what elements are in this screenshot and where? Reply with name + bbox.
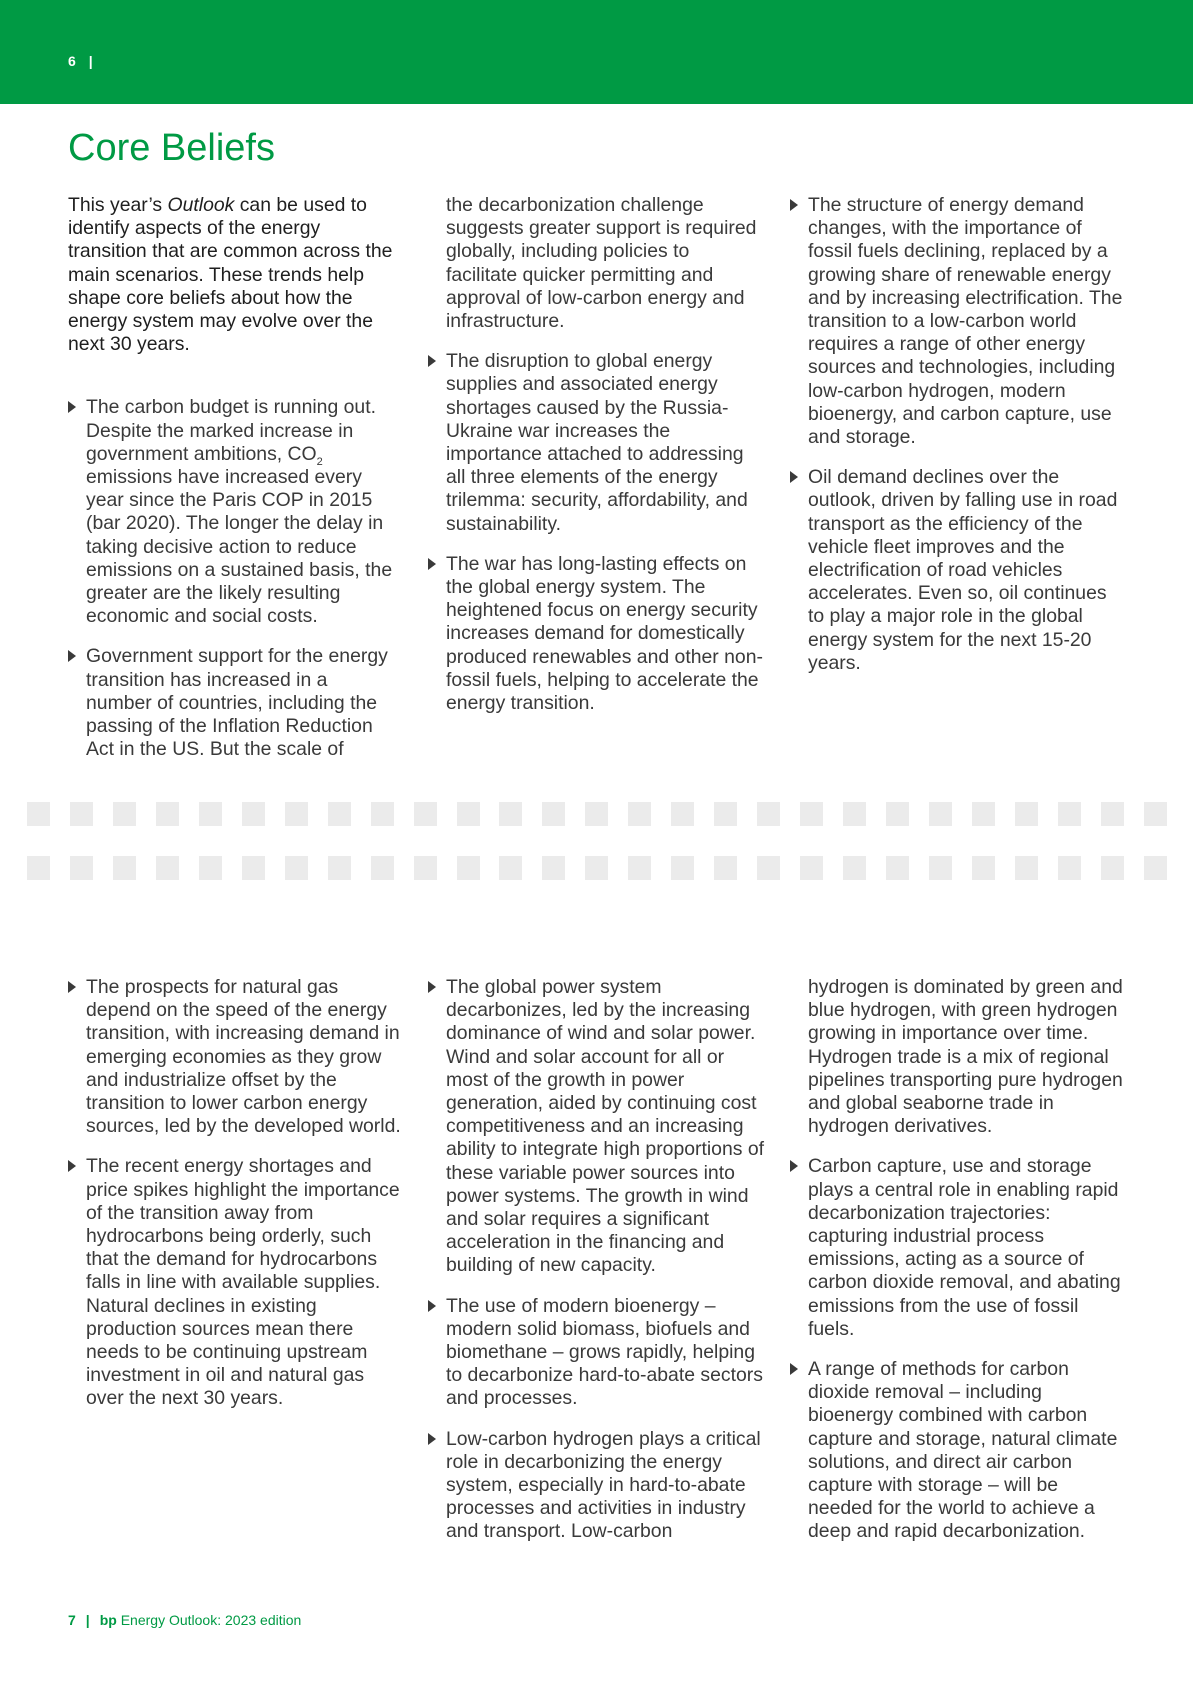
- bullet-arrow-icon: [790, 1160, 798, 1172]
- divider-square: [886, 856, 909, 880]
- divider-square: [371, 856, 394, 880]
- bullet-arrow-icon: [428, 558, 436, 570]
- upper-column-1: [68, 194, 398, 778]
- divider-square: [585, 802, 608, 826]
- bullet-arrow-icon: [68, 650, 76, 662]
- bullet-text: The war has long-lasting effects on the global energy system. The heightened focus on energy security increases demand for domestically produced renewables and other non-fossil fuels, helping to accelerate the energy transition.: [446, 552, 763, 715]
- divider-square: [1015, 802, 1038, 826]
- continued-text: the decarbonization challenge suggests greater support is required globally, including policies to facilitate quicker permitting and approval of low-carbon energy and infrastructure.: [446, 194, 757, 333]
- divider-square: [242, 802, 265, 826]
- bullet-government-support: [68, 645, 398, 761]
- bullet-arrow-icon: [790, 1363, 798, 1375]
- bullet-text: The prospects for natural gas depend on the speed of the energy transition, with increasing demand in emerging economies as they grow and industrialize offset by the transition to lower carbon energy sources, led by the developed world.: [86, 976, 401, 1138]
- divider-square: [113, 802, 136, 826]
- divider-square: [457, 856, 480, 880]
- bullet-arrow-icon: [428, 1300, 436, 1312]
- divider-square: [156, 856, 179, 880]
- divider-row-top: [27, 802, 1167, 826]
- bullet-arrow-icon: [428, 1433, 436, 1445]
- divider-square: [113, 856, 136, 880]
- divider-square: [628, 856, 651, 880]
- bullet-natural-gas: [68, 976, 404, 1138]
- page-separator: |: [88, 53, 94, 69]
- divider-square: [671, 856, 694, 880]
- bullet-text: Oil demand declines over the outlook, driven by falling use in road transport as the efficiency of the vehicle fleet improves and the electrification of road vehicles accelerates. Even so, oil continues to play a major role in the global energy system for the next 15-20 years.: [808, 466, 1118, 674]
- divider-row-bottom: [27, 856, 1167, 880]
- header-page-number: [68, 53, 94, 69]
- divider-square: [972, 856, 995, 880]
- divider-square: [27, 856, 50, 880]
- bullet-energy-demand: [790, 194, 1128, 449]
- bullet-text: Carbon capture, use and storage plays a central role in enabling rapid decarbonization trajectories: capturing industrial process emissions, acting as a source of carbon dioxide removal, and abating emissions from the use of fossil fuels.: [808, 1155, 1121, 1340]
- bullet-power-system: [428, 976, 768, 1278]
- footer-page-number: 7: [68, 1612, 76, 1628]
- continued-text: hydrogen is dominated by green and blue hydrogen, with green hydrogen growing in importance over time. Hydrogen trade is a mix of regional pipelines transporting pure hydrogen and global seaborne trade in hydrogen derivatives.: [808, 976, 1123, 1138]
- divider-square: [929, 856, 952, 880]
- divider-square: [1101, 802, 1124, 826]
- intro-paragraph: [68, 194, 398, 356]
- divider-square: [1015, 856, 1038, 880]
- footer-brand: bp: [99, 1612, 117, 1628]
- bullet-energy-shortages: [68, 1155, 404, 1410]
- divider-square: [800, 802, 823, 826]
- divider-square: [628, 802, 651, 826]
- bullet-arrow-icon: [68, 981, 76, 993]
- bullet-hydrogen: [428, 1428, 768, 1544]
- divider-square: [1144, 802, 1167, 826]
- lower-column-2: [428, 976, 768, 1561]
- divider-square: [972, 802, 995, 826]
- divider-square: [199, 856, 222, 880]
- divider-square: [1101, 856, 1124, 880]
- divider-square: [843, 856, 866, 880]
- bullet-energy-disruption: [428, 350, 764, 536]
- divider-square: [671, 802, 694, 826]
- bullet-war-effects: [428, 553, 764, 715]
- divider-square: [414, 802, 437, 826]
- footer-publication: Energy Outlook: 2023 edition: [120, 1612, 302, 1628]
- divider-square: [70, 856, 93, 880]
- divider-square: [1144, 856, 1167, 880]
- divider-square: [457, 802, 480, 826]
- divider-square: [27, 802, 50, 826]
- bullet-arrow-icon: [68, 401, 76, 413]
- divider-square: [285, 802, 308, 826]
- divider-square: [714, 802, 737, 826]
- bullet-carbon-removal: [790, 1358, 1128, 1544]
- bullet-arrow-icon: [68, 1160, 76, 1172]
- bullet-text: The disruption to global energy supplies and associated energy shortages caused by the Russia-Ukraine war increases the importance attached to addressing all three elements of the energy trilemma: security, affordability, and sustainability.: [446, 350, 748, 535]
- divider-square: [542, 802, 565, 826]
- divider-square: [843, 802, 866, 826]
- divider-square: [70, 802, 93, 826]
- bullet-text: Low-carbon hydrogen plays a critical role in decarbonizing the energy system, especially in hard-to-abate processes and activities in industry and transport. Low-carbon: [446, 1427, 761, 1543]
- divider-square: [414, 856, 437, 880]
- page-title: Core Beliefs: [68, 127, 275, 169]
- bullet-arrow-icon: [790, 471, 798, 483]
- bullet-text: The carbon budget is running out. Despite the marked increase in government ambitions, CO: [86, 396, 376, 465]
- divider-square: [542, 856, 565, 880]
- bullet-bioenergy: [428, 1295, 768, 1411]
- divider-square: [499, 802, 522, 826]
- bullet-text: The structure of energy demand changes, with the importance of fossil fuels declining, replaced by a growing share of renewable energy and by increasing electrification. The transition to a low-carbon world requires a range of other energy sources and technologies, including low-carbon hydrogen, modern bioenergy, and carbon capture, use and storage.: [808, 194, 1123, 449]
- bullet-text: The global power system decarbonizes, led by the increasing dominance of wind and solar power. Wind and solar account for all or most of the growth in power generation, aided by continuing cost competitiveness and an increasing ability to integrate high proportions of these variable power sources into power systems. The growth in wind and solar requires a significant acceleration in the financing and building of new capacity.: [446, 976, 764, 1277]
- bullet-text: Government support for the energy transition has increased in a number of countries, including the passing of the Inflation Reduction Act in the US. But the scale of: [86, 645, 388, 761]
- divider-square: [1058, 856, 1081, 880]
- divider-square: [242, 856, 265, 880]
- intro-text-start: This year’s: [68, 194, 168, 216]
- subscript: 2: [316, 455, 323, 468]
- intro-text-end: can be used to identify aspects of the energy transition that are common across the main scenarios. These trends help shape core beliefs about how the energy system may evolve over the next 30 years.: [68, 194, 393, 356]
- bullet-text: A range of methods for carbon dioxide removal – including bioenergy combined with carbon capture and storage, natural climate solutions, and direct air carbon capture with storage – will be needed for the world to achieve a deep and rapid decarbonization.: [808, 1358, 1118, 1543]
- divider-square: [285, 856, 308, 880]
- bullet-arrow-icon: [790, 199, 798, 211]
- divider-square: [371, 802, 394, 826]
- divider-square: [328, 856, 351, 880]
- bullet-text: The use of modern bioenergy – modern solid biomass, biofuels and biomethane – grows rapidly, helping to decarbonize hard-to-abate sectors and processes.: [446, 1294, 763, 1410]
- divider-square: [929, 802, 952, 826]
- bullet-text: The recent energy shortages and price spikes highlight the importance of the transition away from hydrocarbons being orderly, such that the demand for hydrocarbons falls in line with available supplies. Natural declines in existing production sources mean there needs to be continuing upstream investment in oil and natural gas over the next 30 years.: [86, 1155, 400, 1410]
- divider-square: [757, 856, 780, 880]
- lower-column-1: [68, 976, 404, 1428]
- divider-square: [886, 802, 909, 826]
- footer-separator: |: [85, 1612, 90, 1628]
- lower-column-3: [790, 976, 1128, 1561]
- bullet-oil-demand: [790, 466, 1128, 675]
- upper-column-2: [428, 194, 764, 732]
- divider-square: [585, 856, 608, 880]
- bullet-ccus: [790, 1155, 1128, 1341]
- bullet-carbon-budget: [68, 396, 398, 628]
- upper-column-3: [790, 194, 1128, 692]
- divider-square: [499, 856, 522, 880]
- header-bar: [0, 0, 1193, 104]
- divider-square: [156, 802, 179, 826]
- intro-italic: Outlook: [167, 194, 235, 216]
- divider-square: [199, 802, 222, 826]
- bullet-text-end: emissions have increased every year since the Paris COP in 2015 (bar 2020). The longer the delay in taking decisive action to reduce emissions on a sustained basis, the greater are the likely resulting economic and social costs.: [86, 466, 393, 628]
- bullet-arrow-icon: [428, 981, 436, 993]
- footer: [68, 1612, 301, 1628]
- divider-square: [1058, 802, 1081, 826]
- divider-square: [757, 802, 780, 826]
- divider-square: [800, 856, 823, 880]
- bullet-arrow-icon: [428, 355, 436, 367]
- page-number: 6: [68, 53, 77, 69]
- divider-square: [714, 856, 737, 880]
- divider-square: [328, 802, 351, 826]
